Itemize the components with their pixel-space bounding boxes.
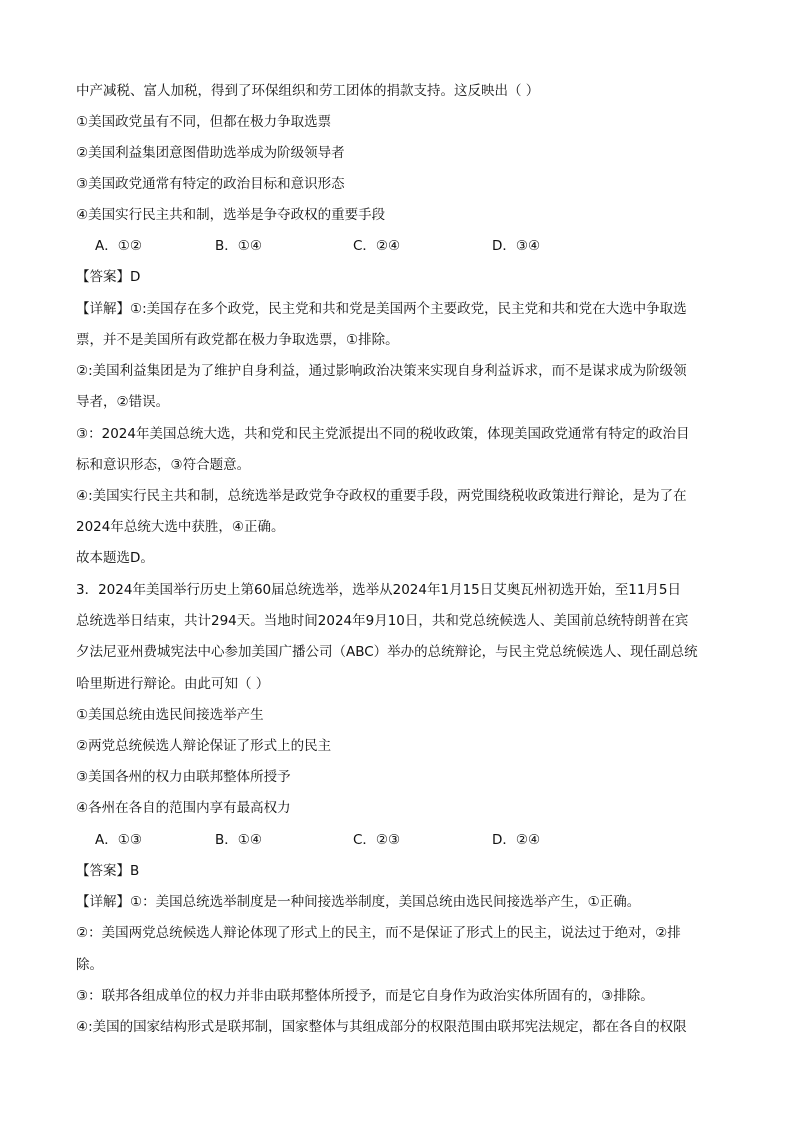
answer-label: 【答案】D: [76, 269, 141, 285]
option-a: A．①②: [95, 238, 142, 254]
explanation-line: 2024年总统大选中获胜，④正确。: [76, 519, 285, 535]
explanation-line: 除。: [76, 957, 103, 973]
answer-label: 【答案】B: [76, 863, 140, 879]
question-stem: 哈里斯进行辩论。由此可知（ ）: [76, 676, 270, 692]
option-c: C．②④: [353, 238, 401, 254]
statement-item: ③美国政党通常有特定的政治目标和意识形态: [76, 176, 345, 192]
explanation-line: ④:美国的国家结构形式是联邦制，国家整体与其组成部分的权限范围由联邦宪法规定，都在各自的权限: [76, 1019, 687, 1035]
option-b: B．①④: [215, 832, 262, 848]
explanation-line: 导者，②错误。: [76, 394, 170, 410]
statement-item: ①美国总统由选民间接选举产生: [76, 707, 264, 723]
statement-item: ②美国利益集团意图借助选举成为阶级领导者: [76, 145, 345, 161]
explanation-line: ③：2024年美国总统大选，共和党和民主党派提出不同的税收政策，体现美国政党通常有特定的政治目: [76, 426, 690, 442]
statement-item: ①美国政党虽有不同，但都在极力争取选票: [76, 114, 332, 130]
explanation-line: ④:美国实行民主共和制，总统选举是政党争夺政权的重要手段，两党围绕税收政策进行辩论，是为了在: [76, 488, 687, 504]
question-stem: 中产减税、富人加税，得到了环保组织和劳工团体的捐款支持。这反映出（ ）: [76, 83, 540, 99]
explanation-line: ②：美国两党总统候选人辩论体现了形式上的民主，而不是保证了形式上的民主，说法过于绝对，②排: [76, 925, 681, 941]
explanation-line: 票，并不是美国所有政党都在极力争取选票，①排除。: [76, 332, 399, 348]
explanation-line: 故本题选D。: [76, 550, 154, 566]
statement-item: ②两党总统候选人辩论保证了形式上的民主: [76, 738, 332, 754]
question-stem: 夕法尼亚州费城宪法中心参加美国广播公司（ABC）举办的总统辩论，与民主党总统候选人、现任副总统: [76, 644, 698, 660]
option-b: B．①④: [215, 238, 262, 254]
statement-item: ④美国实行民主共和制，选举是争夺政权的重要手段: [76, 207, 386, 223]
statement-item: ④各州在各自的范围内享有最高权力: [76, 800, 291, 816]
question-stem: 总统选举日结束，共计294天。当地时间2024年9月10日，共和党总统候选人、美国前总统特朗普在宾: [76, 613, 689, 629]
option-c: C．②③: [353, 832, 401, 848]
question-stem: 3．2024年美国举行历史上第60届总统选举，选举从2024年1月15日艾奥瓦州初选开始，至11月5日: [76, 582, 682, 598]
explanation-line: 【详解】①：美国总统选举制度是一种间接选举制度，美国总统由选民间接选举产生，①正确。: [76, 894, 641, 910]
explanation-line: ②:美国利益集团是为了维护自身利益，通过影响政治决策来实现自身利益诉求，而不是谋求成为阶级领: [76, 363, 687, 379]
explanation-line: ③：联邦各组成单位的权力并非由联邦整体所授予，而是它自身作为政治实体所固有的，③排除。: [76, 988, 654, 1004]
option-a: A．①③: [95, 832, 142, 848]
statement-item: ③美国各州的权力由联邦整体所授予: [76, 769, 291, 785]
explanation-line: 标和意识形态，③符合题意。: [76, 457, 251, 473]
explanation-line: 【详解】①:美国存在多个政党，民主党和共和党是美国两个主要政党，民主党和共和党在大选中争取选: [76, 301, 687, 317]
option-d: D．③④: [492, 238, 541, 254]
option-d: D．②④: [492, 832, 541, 848]
